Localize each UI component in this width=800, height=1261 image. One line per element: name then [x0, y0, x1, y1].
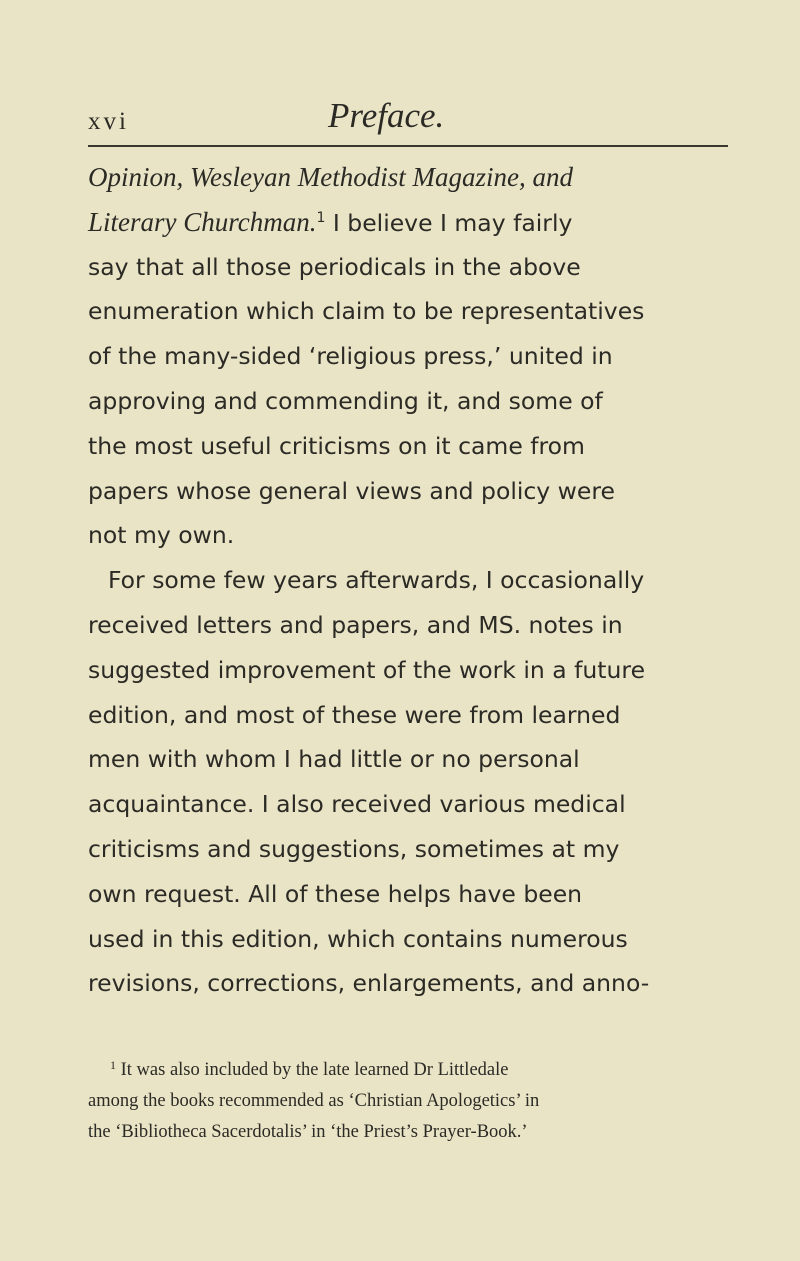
page-header — [88, 96, 728, 140]
running-title: Preface. — [328, 96, 445, 135]
text-line: men with whom I had little or no personal — [88, 745, 580, 774]
text-line: acquaintance. I also received various medical — [88, 790, 626, 819]
footnote-line: among the books recommended as ‘Christian Apologetics’ in — [88, 1091, 540, 1111]
footnote-mark: 1 — [110, 1058, 116, 1072]
text-line: not my own. — [88, 521, 235, 550]
periodical-titles: Opinion, Wesleyan Methodist Magazine, and — [88, 162, 573, 192]
paragraph-start-line: For some few years afterwards, I occasionally — [108, 566, 645, 595]
text-line — [88, 155, 748, 200]
text-line: used in this edition, which contains numerous — [88, 924, 628, 953]
text-segment: I believe I may fairly — [325, 208, 573, 237]
text-line: criticisms and suggestions, sometimes at my — [88, 834, 620, 863]
footnote — [88, 1055, 738, 1148]
text-line: revisions, corrections, enlargements, and anno- — [88, 969, 650, 998]
body-text — [88, 155, 748, 1006]
footnote-text: It was also included by the late learned Dr Littledale — [116, 1060, 509, 1080]
text-line: edition, and most of these were from learned — [88, 700, 621, 729]
text-line — [88, 200, 748, 245]
text-line: the most useful criticisms on it came from — [88, 431, 585, 460]
periodical-title: Literary Churchman. — [88, 206, 317, 237]
footnote-line — [88, 1055, 738, 1086]
text-line: of the many-sided ‘religious press,’ united in — [88, 342, 613, 371]
footnote-line: the ‘Bibliotheca Sacerdotalis’ in ‘the Priest’s Prayer-Book.’ — [88, 1122, 528, 1142]
text-line: say that all those periodicals in the above — [88, 252, 581, 281]
footnote-reference: 1 — [316, 209, 326, 226]
text-line: papers whose general views and policy were — [88, 476, 615, 505]
text-line: enumeration which claim to be representatives — [88, 297, 645, 326]
text-line: approving and commending it, and some of — [88, 386, 603, 415]
header-rule — [88, 145, 728, 147]
text-line: received letters and papers, and MS. notes in — [88, 610, 623, 639]
text-line: own request. All of these helps have been — [88, 879, 583, 908]
page-number: xvi — [88, 108, 129, 135]
text-line: suggested improvement of the work in a future — [88, 655, 646, 684]
